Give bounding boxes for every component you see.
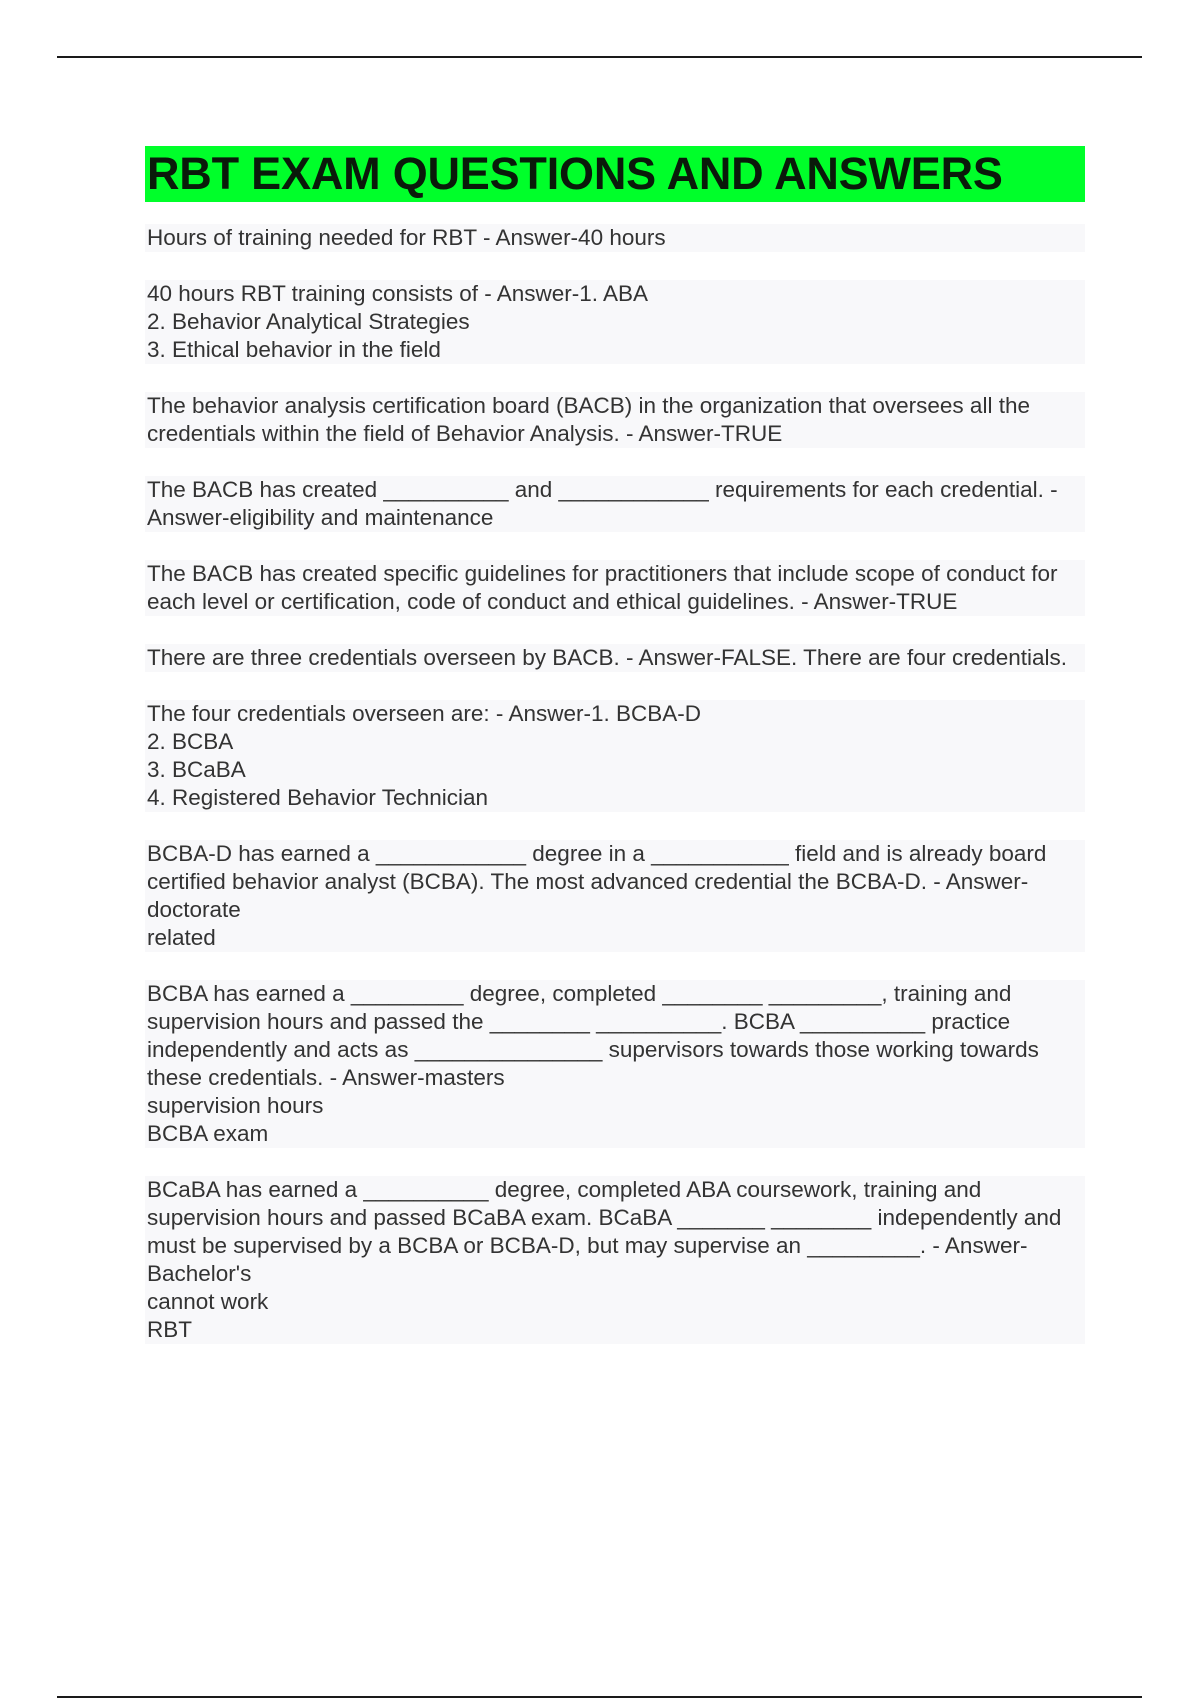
- question-text: The BACB has created __________ and ____________ requirements for each credential. -: [147, 477, 1058, 502]
- answer-text: Answer-FALSE. There are four credentials.: [638, 645, 1068, 670]
- qa-item: [145, 840, 1085, 952]
- answer-text: Answer-1. ABA 2. Behavior Analytical Strategies 3. Ethical behavior in the field: [147, 281, 649, 362]
- answer-text: Answer-TRUE: [638, 421, 783, 446]
- question-text: BCBA-D has earned a ____________ degree in a ___________ field and is already board certified behavior analyst (BCBA). The most advanced credential the BCBA-D. -: [147, 841, 1047, 894]
- answer-text: Answer-40 hours: [495, 225, 666, 250]
- question-text: The BACB has created specific guidelines for practitioners that include scope of conduct for each level or certification, code of conduct and ethical guidelines. -: [147, 561, 1058, 614]
- qa-item: [145, 392, 1085, 448]
- header-rule: [57, 56, 1142, 58]
- answer-text: Answer-doctorate related: [147, 869, 1029, 950]
- question-text: The four credentials overseen are: -: [147, 701, 509, 726]
- answer-text: Answer-1. BCBA-D 2. BCBA 3. BCaBA 4. Registered Behavior Technician: [147, 701, 701, 810]
- qa-item: [145, 644, 1085, 672]
- qa-item: [145, 700, 1085, 812]
- document-body: [145, 146, 1085, 1372]
- document-title: RBT EXAM QUESTIONS AND ANSWERS: [145, 146, 1085, 202]
- question-text: The behavior analysis certification board (BACB) in the organization that oversees all the credentials within the field of Behavior Analysis. -: [147, 393, 1030, 446]
- footer-rule: [57, 1696, 1142, 1698]
- question-text: BCaBA has earned a __________ degree, completed ABA coursework, training and supervision hours and passed BCaBA exam. BCaBA _______ ________ independently and must be supervised by a BCBA or BCBA-D, but may supervise an _________. -: [147, 1177, 1062, 1258]
- question-text: There are three credentials overseen by BACB. -: [147, 645, 639, 670]
- answer-text: Answer-eligibility and maintenance: [147, 505, 494, 530]
- answer-text: Answer-masters supervision hours BCBA exam: [147, 1065, 505, 1146]
- qa-item: [145, 980, 1085, 1148]
- question-text: 40 hours RBT training consists of -: [147, 281, 497, 306]
- question-text: Hours of training needed for RBT -: [147, 225, 496, 250]
- answer-text: Answer-Bachelor's cannot work RBT: [147, 1233, 1028, 1342]
- qa-item: [145, 476, 1085, 532]
- qa-item: [145, 1176, 1085, 1344]
- qa-item: [145, 280, 1085, 364]
- qa-item: [145, 224, 1085, 252]
- answer-text: Answer-TRUE: [813, 589, 958, 614]
- question-text: BCBA has earned a _________ degree, completed ________ _________, training and supervision hours and passed the ________ __________. BCBA __________ practice independently and acts as _______________ supervisors towards those working towards these credentials. -: [147, 981, 1039, 1090]
- qa-item: [145, 560, 1085, 616]
